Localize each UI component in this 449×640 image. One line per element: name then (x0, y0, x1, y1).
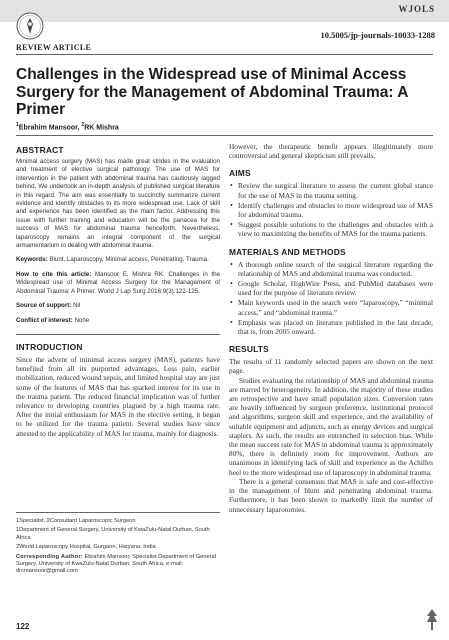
article-type: REVIEW ARTICLE (16, 43, 92, 52)
page-number: 122 (16, 622, 30, 631)
author-1-sup: 1 (16, 122, 19, 128)
list-item: • Suggest possible solutions to the challenges and obstacles with a view to maximizing the benefits of MAS for the trauma patients. (229, 220, 433, 238)
footnote-affiliation-2: 2World Laparoscopy Hospital, Gurgaon, Haryana, India (16, 544, 156, 551)
author-1: Ebrahim Mansoor, (18, 124, 80, 132)
list-item: • A thorough online search of the surgical literature regarding the relationship of MAS and abdominal trauma was conducted. (229, 260, 433, 278)
aims-list (229, 181, 433, 238)
paper-title: Challenges in the Widespread use of Minimal Access Surgery for the Management of Abdominal Trauma: A Primer (16, 66, 408, 118)
footnote-divider (16, 512, 220, 513)
left-column (16, 145, 220, 438)
author-line (16, 122, 119, 131)
list-item: • Main keywords used in the search were “laparoscopy,” “minimal access,” and “abdominal trauma.” (229, 298, 433, 316)
methods-heading: MATERIALS AND METHODS (229, 246, 346, 257)
list-item: • Google Scholar, HighWire Press, and PubMed databases were used for the purpose of literature review. (229, 279, 433, 297)
results-paragraph-3: There is a general consensus that MAS is safe and cost-effective in the management of blunt and penetrating abdominal trauma. Furthermore, it has been shown to markedly limit the number of unnecessary laparotomies. (229, 476, 433, 514)
corresponding-text: Ebrahim Mansoor, Specialist Department of General Surgery, University of KwaZulu-Natal Durban, South Africa, e-mail: drcmansoor@gmail.com (16, 553, 216, 575)
header-divider (16, 54, 433, 55)
list-item: • Emphasis was placed on literature published in the last decade, that is, from 2005 onward. (229, 318, 433, 336)
aims-heading: AIMS (229, 168, 251, 179)
author-2-sup: 2 (81, 122, 85, 128)
keywords (16, 256, 220, 264)
conflict-of-interest (16, 317, 220, 325)
journal-name: WJOLS (398, 4, 435, 14)
methods-list (229, 260, 433, 337)
abstract-heading: ABSTRACT (16, 145, 64, 155)
introduction-heading: INTRODUCTION (16, 341, 83, 352)
publisher-logo-icon (425, 608, 439, 632)
citation-label: How to cite this article: (16, 270, 92, 278)
conflict-label: Conflict of interest: (16, 316, 73, 324)
introduction-text: Since the advent of minimal access surgery (MAS), patients have benefited from all its purported advantages. Less pain, earlier mobilization, reduced wound sepsis, and limited hospital stay are just some of the features of MAS that has sparked interest for its use in the trauma patient. The reduced financial implication was of further relevance to developing countries plagued by a high trauma rate. After the initial enthusiasm for MAS in the elective setting, it began to be utilized for the trauma patient. Several studies have since attested to the applicability of MAS for trauma, mainly for diagnosis. (16, 354, 220, 438)
doi: 10.5005/jp-journals-10033-1288 (320, 30, 435, 40)
header-band (0, 0, 449, 22)
abstract-block (16, 145, 220, 325)
results-paragraph-1: The results of 11 randomly selected papers are shown on the next page. (229, 357, 433, 376)
continued-text: However, the therapeutic benefit appears illegitimately more controversial and general skepticism still prevails. (229, 142, 433, 161)
list-item: • Review the surgical literature to assess the current global stance for the use of MAS in the trauma setting. (229, 181, 433, 199)
footnotes (16, 518, 220, 578)
citation-text: Mansoor E, Mishra RK. Challenges in the Widespread use of Minimal Access Surgery for the Management of Abdominal Trauma: A Primer. World J Lap Surg 2016;9(3):122-125. (16, 270, 220, 295)
support-text: Nil (73, 302, 81, 310)
corresponding-author (16, 554, 220, 576)
keywords-text: Blunt, Laparoscopy, Minimal access, Penetrating, Trauma. (49, 256, 209, 264)
author-2: RK Mishra (84, 124, 119, 132)
keywords-label: Keywords: (16, 256, 48, 264)
abstract-divider (16, 334, 220, 335)
footnote-affiliation-roles: 1Specialist, 2Consultant Laparoscopic Surgeon (16, 518, 136, 524)
right-column (229, 142, 433, 514)
list-item: • Identify challenges and obstacles to more widespread use of MAS for abdominal trauma. (229, 201, 433, 219)
results-heading: RESULTS (229, 344, 269, 355)
results-paragraph-2: Studies evaluating the relationship of MAS and abdominal trauma are marred by heterogeneity. In addition, the majority of these studies are retrospective and have small population sizes. Conversion rates are heavily influenced by surgeon preference, institutional protocol and algorithms, surgeon skill and experience, and the availability of suitable equipment and adjuncts, such as energy devices and surgical staplers. As such, the results are entrenched in selection bias. While the mean success rate for MAS in abdominal trauma is approximately 80%, there is definitely room for improvement. Authors are unanimous in identifying lack of skill and experience as the Achilles heel to the more widespread use of laparoscopy in abdominal trauma. (229, 375, 433, 477)
citation (16, 271, 220, 296)
conflict-text: None (74, 316, 90, 324)
source-of-support (16, 302, 220, 310)
footnote-affiliation-1: 1Department of General Surgery, University of KwaZulu-Natal Durban, South Africa (16, 527, 210, 541)
journal-emblem-icon (16, 12, 44, 40)
corresponding-label: Corresponding Author: (16, 553, 83, 560)
support-label: Source of support: (16, 302, 72, 310)
author-divider (16, 135, 433, 136)
introduction-section (16, 342, 220, 438)
abstract-text: Minimal access surgery (MAS) has made great strides in the evaluation and treatment of elective surgical pathology. The use of MAS for intervention in the patient with abdominal trauma has cautiously lagged behind. We undertook an in-depth analysis of published surgical literature in this regard. The aim was essentially to succinctly summarize current evidence and identify obstacles to its more widespread use. Lack of skill and experience has been identified as the main factor. Addressing this issue with further training and education will be the panacea for the success of MAS for abdominal trauma henceforth. Nevertheless, laparoscopy remains an integral component of the surgical armamentarium in dealing with abdominal trauma. (16, 158, 220, 250)
